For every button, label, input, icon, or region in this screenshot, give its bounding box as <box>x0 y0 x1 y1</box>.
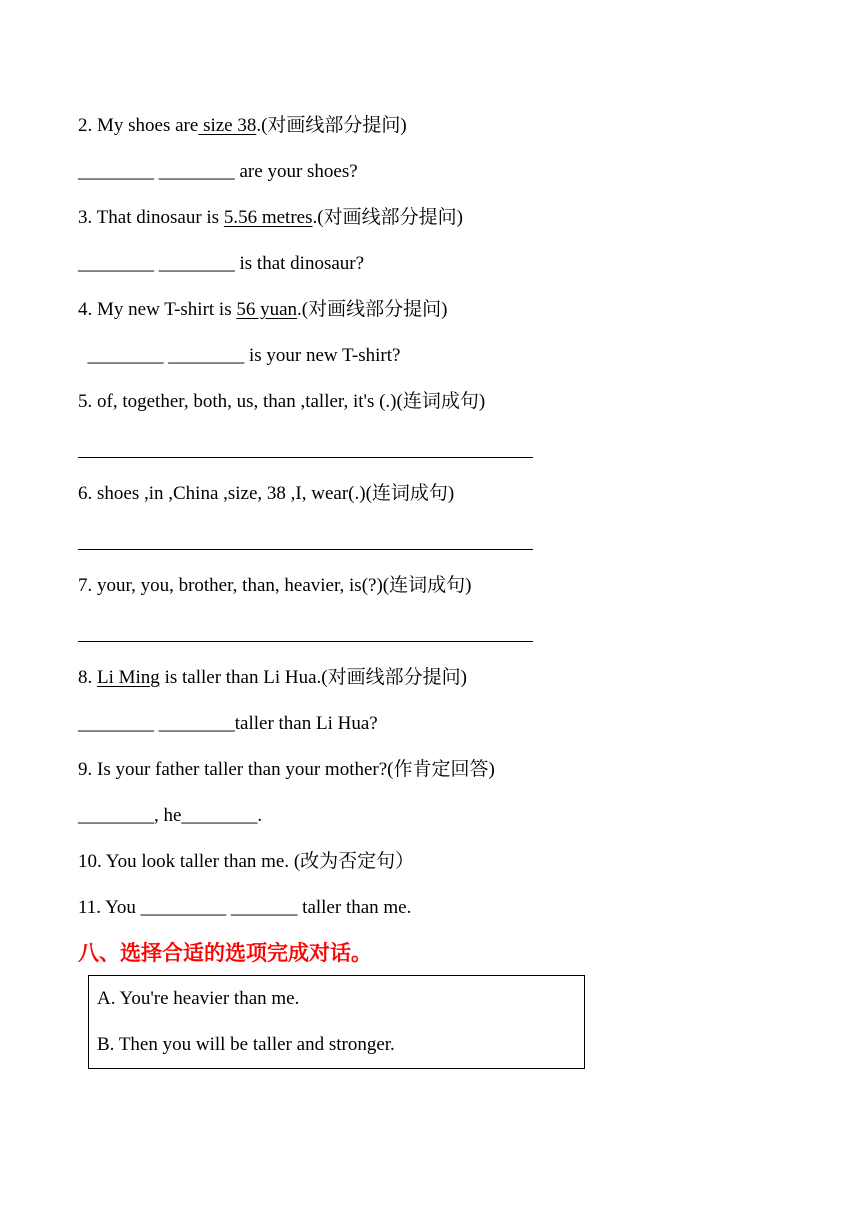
question-4-instruction: .(对画线部分提问) <box>297 299 448 320</box>
question-3 <box>78 206 463 230</box>
question-2 <box>78 114 407 138</box>
question-7: 7. your, you, brother, than, heavier, is(?)(连词成句) <box>78 575 472 596</box>
question-2-instruction: .(对画线部分提问) <box>256 115 407 136</box>
question-2-text: 2. My shoes are <box>78 115 199 136</box>
question-11[interactable]: 11. You _________ _______ taller than me. <box>78 897 412 918</box>
question-8-number: 8. <box>78 667 97 688</box>
question-8-underlined: Li Ming <box>97 667 160 688</box>
question-6: 6. shoes ,in ,China ,size, 38 ,I, wear(.)(连词成句) <box>78 483 455 504</box>
question-8-answer[interactable]: ________ ________taller than Li Hua? <box>78 713 378 734</box>
question-3-underlined: 5.56 metres <box>223 207 313 228</box>
section-8-title: 八、选择合适的选项完成对话。 <box>78 941 372 965</box>
question-4 <box>78 298 447 322</box>
option-a: A. You're heavier than me. <box>97 988 300 1009</box>
question-2-underlined: size 38 <box>198 115 257 136</box>
question-5-answer-line[interactable] <box>78 457 533 458</box>
question-3-answer[interactable]: ________ ________ is that dinosaur? <box>78 253 365 274</box>
question-4-answer[interactable]: ________ ________ is your new T-shirt? <box>78 345 401 366</box>
option-b: B. Then you will be taller and stronger. <box>97 1034 395 1055</box>
question-6-answer-line[interactable] <box>78 549 533 550</box>
question-3-text: 3. That dinosaur is <box>78 207 224 228</box>
question-5: 5. of, together, both, us, than ,taller, it's (.)(连词成句) <box>78 391 486 412</box>
question-8 <box>78 666 467 690</box>
question-3-instruction: .(对画线部分提问) <box>312 207 463 228</box>
question-9-answer[interactable]: ________, he________. <box>78 805 263 826</box>
options-box <box>88 975 585 1069</box>
question-4-underlined: 56 yuan <box>236 299 298 320</box>
question-2-answer[interactable]: ________ ________ are your shoes? <box>78 161 358 182</box>
question-9: 9. Is your father taller than your mother?(作肯定回答) <box>78 759 495 780</box>
question-7-answer-line[interactable] <box>78 641 533 642</box>
question-4-text: 4. My new T-shirt is <box>78 299 237 320</box>
question-8-instruction: is taller than Li Hua.(对画线部分提问) <box>159 667 467 688</box>
question-10: 10. You look taller than me. (改为否定句） <box>78 851 415 872</box>
